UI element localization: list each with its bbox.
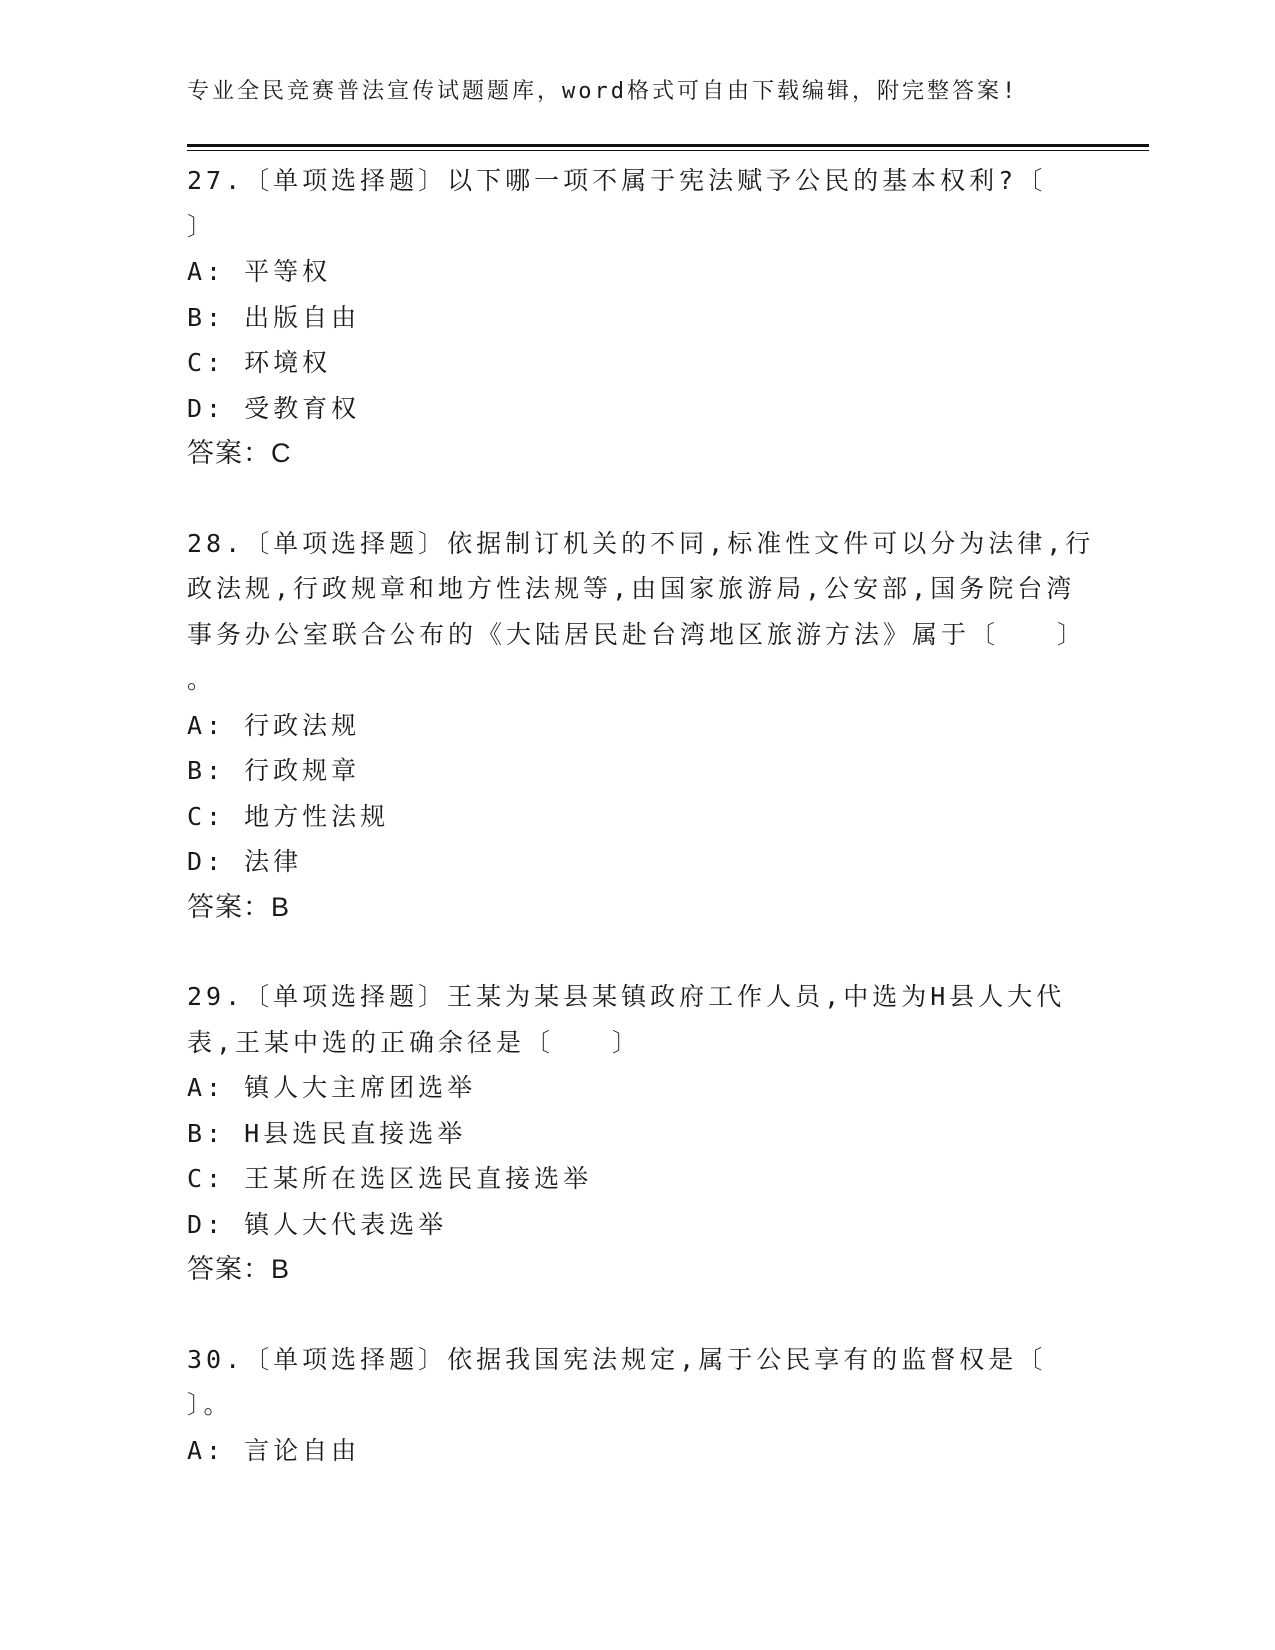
answer-line: 答案：B	[187, 1254, 291, 1284]
question-stem-line: 28.〔单项选择题〕依据制订机关的不同,标准性文件可以分为法律,行	[187, 528, 1095, 558]
question-stem-line: 。	[187, 665, 217, 694]
option-a: A: 平等权	[187, 257, 332, 286]
option-b: B: 行政规章	[187, 756, 361, 785]
answer-line: 答案：C	[187, 438, 292, 468]
option-c: C: 环境权	[187, 348, 332, 377]
page-header-text: 专业全民竞赛普法宣传试题题库，word格式可自由下载编辑，附完整答案!	[187, 79, 1019, 104]
header-rule-thin	[187, 150, 1149, 151]
option-b: B: H县选民直接选举	[187, 1118, 467, 1148]
question-27	[187, 158, 1087, 477]
question-stem-line: 〕。	[187, 1390, 233, 1419]
option-d: D: 法律	[187, 847, 303, 876]
answer-line: 答案：B	[187, 891, 291, 922]
question-stem-line: 29.〔单项选择题〕王某为某县某镇政府工作人员,中选为H县人大代	[187, 982, 1066, 1011]
option-c: C: 地方性法规	[187, 801, 390, 831]
question-stem-line: 〕	[187, 211, 217, 241]
option-a: A: 言论自由	[187, 1435, 361, 1465]
option-d: D: 受教育权	[187, 393, 361, 423]
option-b: B: 出版自由	[187, 302, 361, 332]
header-rule-thick	[187, 144, 1149, 147]
option-a: A: 镇人大主席团选举	[187, 1073, 477, 1102]
question-stem-line: 27.〔单项选择题〕以下哪一项不属于宪法赋予公民的基本权利?〔	[187, 166, 1047, 195]
option-a: A: 行政法规	[187, 710, 361, 740]
question-stem-line: 表,王某中选的正确余径是〔 〕	[187, 1027, 642, 1057]
question-30	[187, 1337, 1087, 1474]
question-29	[187, 974, 1087, 1293]
question-stem-line: 30.〔单项选择题〕依据我国宪法规定,属于公民享有的监督权是〔	[187, 1344, 1047, 1374]
question-stem-line: 事务办公室联合公布的《大陆居民赴台湾地区旅游方法》属于〔 〕	[187, 619, 1087, 649]
option-c: C: 王某所在选区选民直接选举	[187, 1164, 593, 1193]
option-d: D: 镇人大代表选举	[187, 1209, 448, 1239]
question-28	[187, 521, 1095, 931]
question-stem-line: 政法规,行政规章和地方性法规等,由国家旅游局,公安部,国务院台湾	[187, 574, 1076, 603]
question-list	[187, 158, 1095, 1473]
